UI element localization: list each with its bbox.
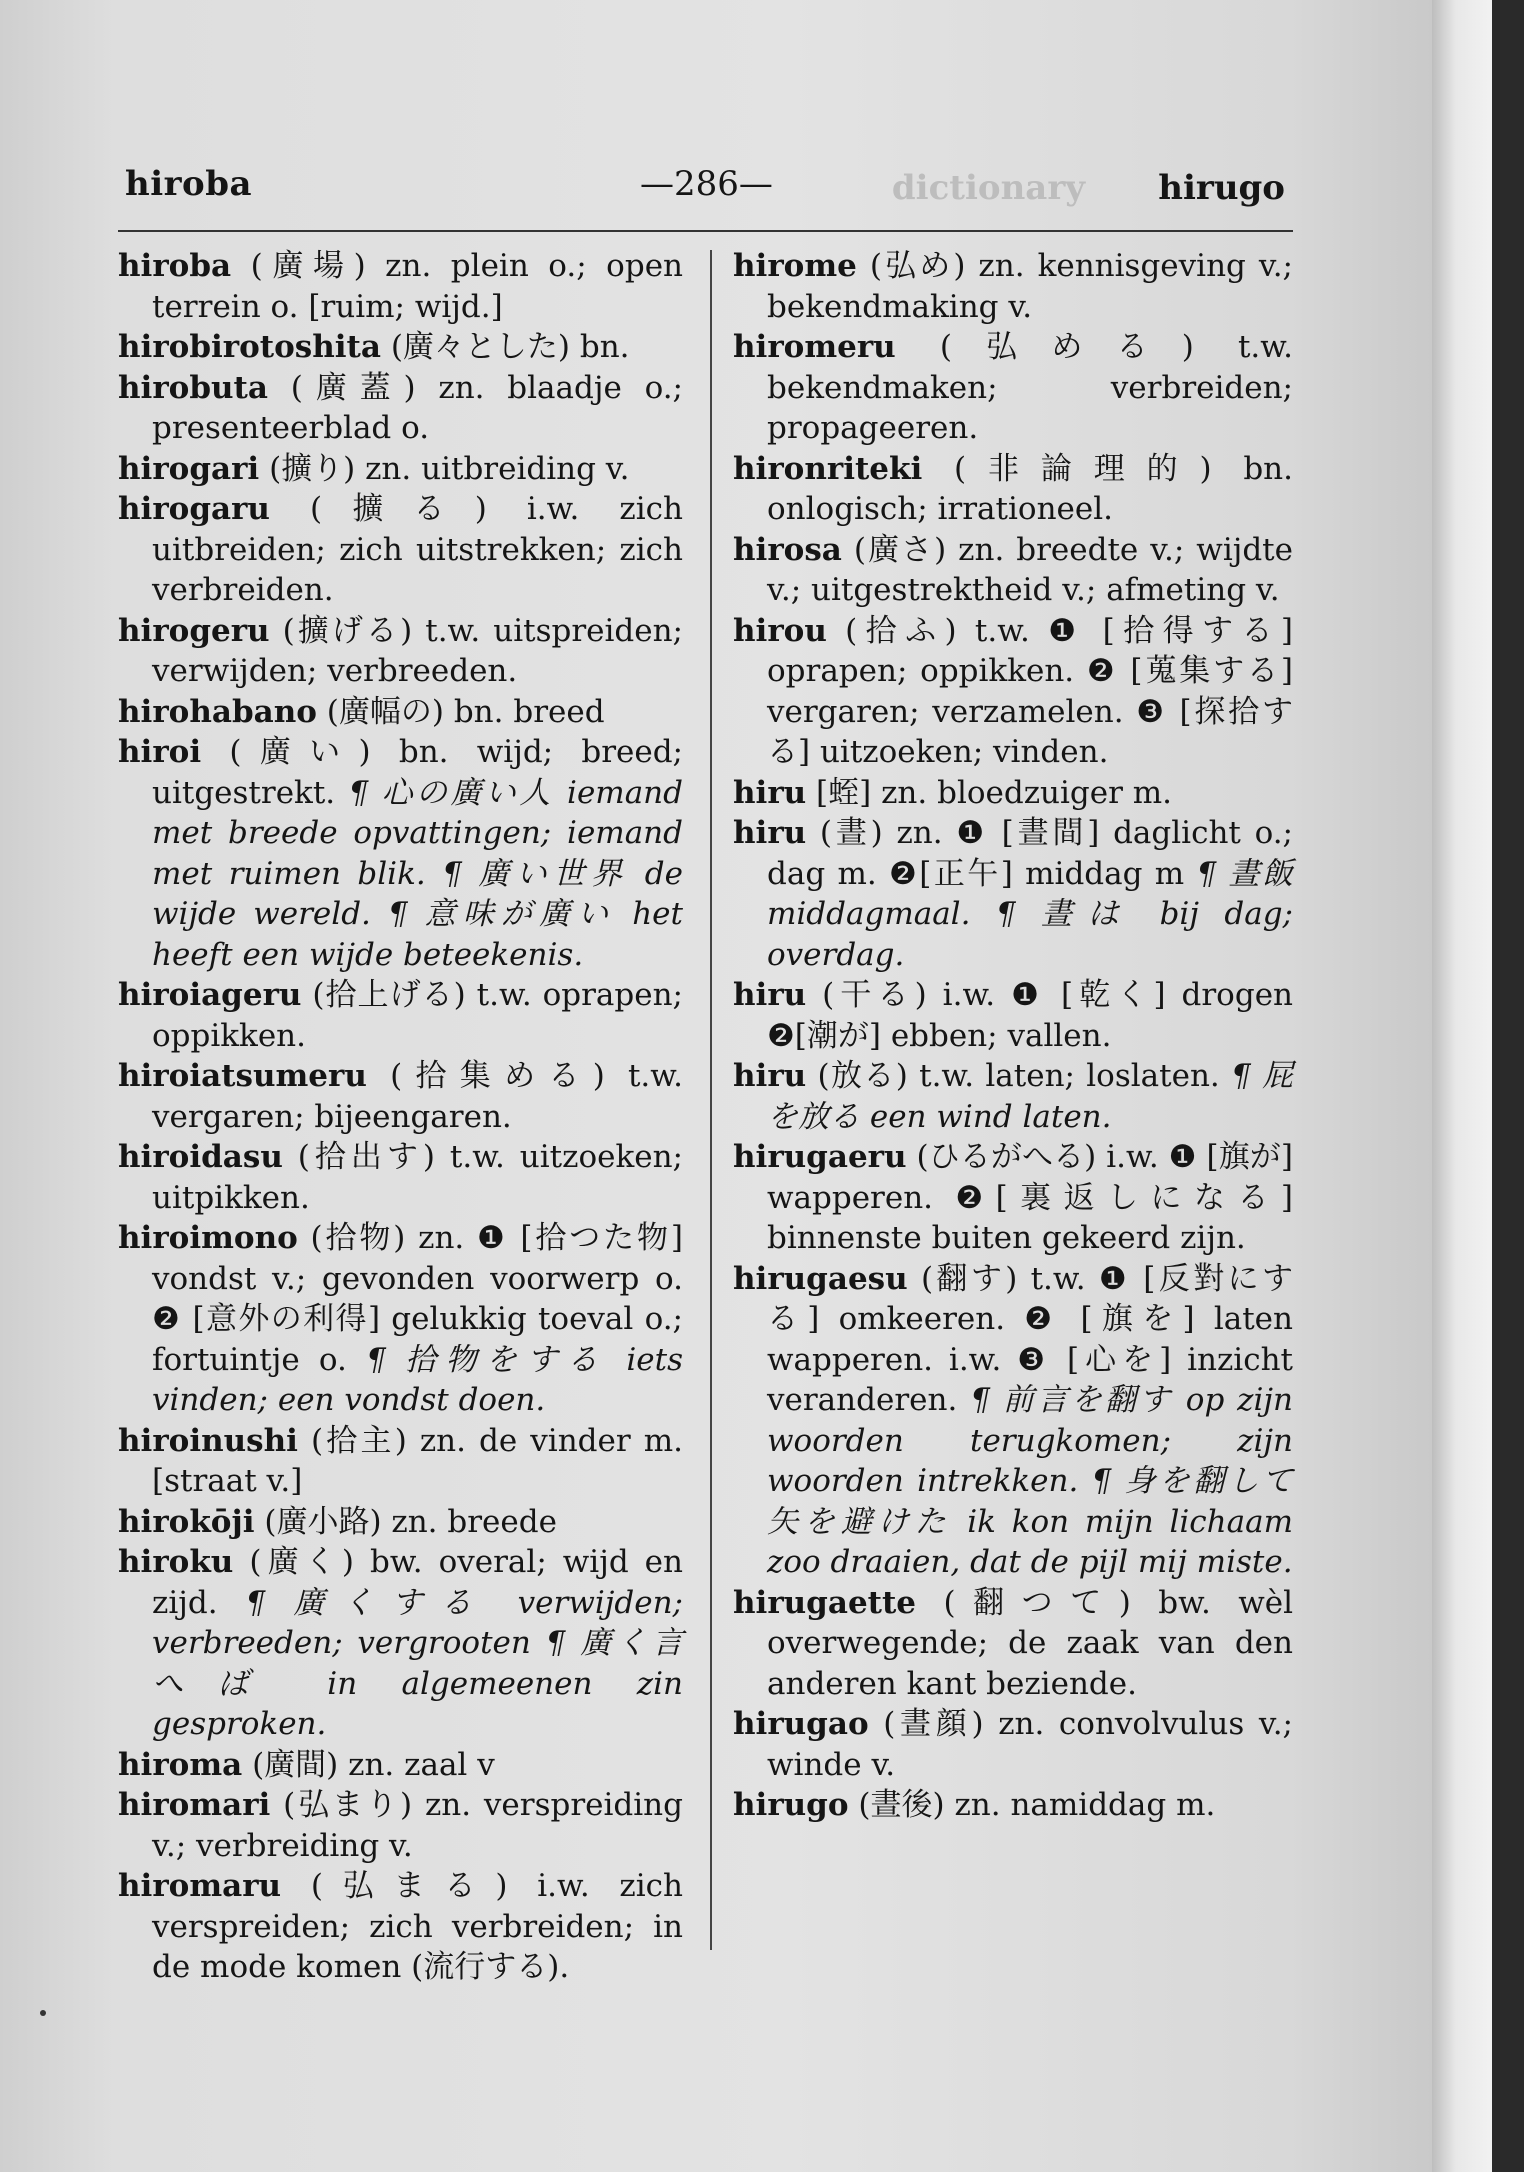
entry-definition: (廣さ) zn. breedte v.; wijdte v.; uitgestrektheid v.; afmeting v. <box>767 531 1293 608</box>
dictionary-entry <box>118 692 683 733</box>
dust-speck <box>40 2010 46 2016</box>
page-number: —286— <box>640 164 773 204</box>
bleed-through-text: dictionary <box>891 168 1085 208</box>
entry-definition: (晝後) zn. namiddag m. <box>858 1787 1216 1823</box>
entry-headword: hirugaeru <box>733 1139 907 1175</box>
entry-example: ¶ 晝飯 middagmaal. ¶ 晝は bij dag; overdag. <box>767 855 1293 973</box>
dictionary-entry <box>118 1218 683 1421</box>
entry-headword: hiromaru <box>118 1868 282 1904</box>
entry-definition: (擴る) i.w. zich uitbreiden; zich uitstrekken; zich verbreiden. <box>152 491 683 608</box>
entry-definition: (放る) t.w. laten; loslaten. <box>817 1058 1220 1094</box>
entry-headword: hiroinushi <box>118 1422 298 1459</box>
entry-headword: hiroiatsumeru <box>118 1058 367 1094</box>
dictionary-entry <box>733 530 1293 611</box>
entry-definition: (弘める) t.w. bekendmaken; verbreiden; propageeren. <box>767 329 1293 446</box>
entry-headword: hirokōji <box>118 1503 255 1540</box>
entry-example: ¶ 屁を放る een wind laten. <box>767 1058 1294 1135</box>
dictionary-entry <box>118 449 683 490</box>
entry-headword: hirogeru <box>118 612 270 649</box>
entry-definition: (廣蓋) zn. blaadje o.; presenteerblad o. <box>152 369 683 446</box>
dictionary-entry <box>118 1866 683 1988</box>
dictionary-entry <box>118 1056 683 1137</box>
entry-headword: hiroidasu <box>118 1139 283 1175</box>
entry-headword: hirobuta <box>118 369 268 406</box>
dictionary-entry <box>733 449 1293 530</box>
dictionary-entry <box>733 1785 1293 1826</box>
entry-definition: (非論理的) bn. onlogisch; irrationeel. <box>767 450 1293 527</box>
entry-definition: (拾主) zn. de vinder m. [straat v.] <box>152 1422 683 1499</box>
entry-headword: hiromeru <box>733 329 896 365</box>
dictionary-entry <box>733 1704 1293 1785</box>
dictionary-entry <box>118 327 683 368</box>
entry-headword: hiroma <box>118 1746 243 1783</box>
entry-headword: hirugo <box>733 1787 849 1823</box>
entry-definition: (弘め) zn. kennisgeving v.; bekendmaking v. <box>767 248 1293 325</box>
entry-headword: hiroimono <box>118 1220 298 1256</box>
dictionary-entry <box>118 368 683 449</box>
dictionary-entry <box>733 1583 1293 1705</box>
entry-headword: hiroiageru <box>118 977 302 1013</box>
entry-headword: hirugao <box>733 1706 869 1742</box>
entry-headword: hirogaru <box>118 491 270 527</box>
entry-headword: hirou <box>733 612 827 649</box>
entry-definition: (廣い) bn. wijd; breed; uitgestrekt. <box>152 734 683 811</box>
dictionary-entry <box>118 1421 683 1502</box>
entry-headword: hiru <box>733 1058 807 1094</box>
entry-example: ¶ 拾物をする iets vinden; een vondst doen. <box>152 1341 683 1418</box>
entry-headword: hiroku <box>118 1544 234 1580</box>
entry-headword: hirugaesu <box>733 1260 908 1297</box>
page-edge <box>1432 0 1492 2172</box>
entry-example: ¶ 前言を翻す op zijn woorden terugkomen; zijn woorden intrekken. ¶ 身を翻して矢を避けた ik kon mijn lichaam zoo draaien, dat de pijl mij miste. <box>767 1382 1294 1580</box>
dictionary-entry <box>118 1542 683 1745</box>
header-right-guide-word: hirugo <box>1158 168 1285 208</box>
entry-headword: hiru <box>733 977 807 1013</box>
dictionary-entry <box>733 1056 1293 1137</box>
dictionary-entry <box>118 611 683 692</box>
dictionary-entry <box>118 732 683 975</box>
entry-definition: [蛭] zn. bloedzuiger m. <box>816 774 1173 811</box>
dictionary-entry <box>733 327 1293 449</box>
entry-headword: hirogari <box>118 450 260 487</box>
entry-definition: (拾上げる) t.w. oprapen; oppikken. <box>152 977 684 1054</box>
entry-headword: hironriteki <box>733 450 923 487</box>
entry-headword: hirugaette <box>733 1584 917 1621</box>
entry-definition: (擴げる) t.w. uitspreiden; verwijden; verbreeden. <box>152 612 684 689</box>
dictionary-entry <box>118 1785 683 1866</box>
left-column <box>118 246 683 1988</box>
dictionary-entry <box>118 975 683 1056</box>
dictionary-entry <box>733 1137 1293 1259</box>
header-rule <box>118 230 1293 232</box>
entry-definition: (拾物) zn. ❶ [拾つた物] vondst v.; gevonden voorwerp o. ❷ [意外の利得] gelukkig toeval o.; fortuintje o. <box>152 1220 684 1378</box>
entry-headword: hirobirotoshita <box>118 329 381 365</box>
dictionary-entry <box>118 1137 683 1218</box>
entry-definition: (干る) i.w. ❶ [乾く] drogen ❷[潮が] ebben; vallen. <box>767 977 1294 1054</box>
entry-headword: hiromari <box>118 1787 271 1823</box>
entry-definition: (ひるがへる) i.w. ❶ [旗が] wapperen. ❷[裏返しになる] binnenste buiten gekeerd zijn. <box>767 1139 1293 1256</box>
dictionary-entry <box>118 246 683 327</box>
dictionary-entry <box>733 246 1293 327</box>
entry-definition: (弘まる) i.w. zich verspreiden; zich verbreiden; in de mode komen (流行する). <box>152 1868 684 1985</box>
entry-headword: hiru <box>733 774 807 811</box>
entry-example: ¶ 心の廣い人 iemand met breede opvattingen; iemand met ruimen blik. ¶ 廣い世界 de wijde wereld. ¶ 意味が廣い het heeft een wijde beteekenis. <box>152 774 683 973</box>
entry-example: ¶ 廣くする verwijden; verbreeden; vergrooten ¶ 廣く言へば in algemeenen zin gesproken. <box>152 1584 683 1742</box>
entry-headword: hirohabano <box>118 693 317 730</box>
entry-definition: (廣場) zn. plein o.; open terrein o. [ruim; wijd.] <box>152 248 683 325</box>
right-column <box>733 246 1293 1826</box>
entry-headword: hirosa <box>733 531 842 568</box>
dictionary-entry <box>733 773 1293 814</box>
entry-definition: (拾集める) t.w. vergaren; bijeengaren. <box>152 1058 683 1135</box>
dictionary-entry <box>733 1259 1293 1583</box>
entry-definition: (拾出す) t.w. uitzoeken; uitpikken. <box>152 1139 683 1216</box>
dictionary-entry <box>733 975 1293 1056</box>
header-left-guide-word: hiroba <box>125 164 253 204</box>
entry-definition: (晝) zn. ❶ [晝間] daglicht o.; dag m. ❷[正午] middag m <box>767 815 1293 892</box>
entry-definition: (廣く) bw. overal; wijd en zijd. <box>152 1544 683 1621</box>
entry-definition: (晝顔) zn. convolvulus v.; winde v. <box>767 1706 1293 1783</box>
entry-definition: (翻つて) bw. wèl overwegende; de zaak van den anderen kant beziende. <box>767 1584 1293 1702</box>
page-header <box>125 160 1285 210</box>
dictionary-entry <box>733 611 1293 773</box>
entry-definition: (廣幅の) bn. breed <box>326 693 605 730</box>
entry-definition: (翻す) t.w. ❶ [反對にする] omkeeren. ❷ [旗を] laten wapperen. i.w. ❸ [心を] inzicht veranderen. <box>767 1260 1293 1418</box>
dictionary-entry <box>733 813 1293 975</box>
entry-definition: (拾ふ) t.w. ❶ [拾得する] oprapen; oppikken. ❷ [蒐集する] vergaren; verzamelen. ❸ [探拾する] uitzoeken; vinden. <box>767 612 1293 770</box>
entry-definition: (廣間) zn. zaal v <box>252 1746 495 1783</box>
dictionary-entry <box>118 1502 683 1543</box>
entry-headword: hiroi <box>118 734 202 770</box>
column-divider <box>710 250 712 1950</box>
entry-headword: hiroba <box>118 248 232 284</box>
dictionary-entry <box>118 1745 683 1786</box>
entry-definition: (廣小路) zn. breede <box>264 1503 557 1540</box>
entry-definition: (廣々とした) bn. <box>390 329 630 365</box>
entry-headword: hiru <box>733 815 807 851</box>
entry-definition: (擴り) zn. uitbreiding v. <box>269 450 630 487</box>
dictionary-entry <box>118 489 683 611</box>
entry-headword: hirome <box>733 248 857 284</box>
entry-definition: (弘まり) zn. verspreiding v.; verbreiding v. <box>152 1787 683 1864</box>
